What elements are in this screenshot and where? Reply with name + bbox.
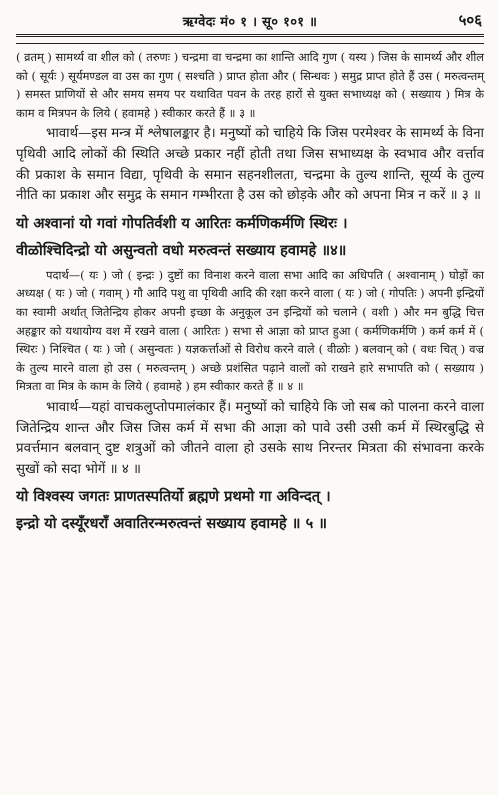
mantra-4-line-2: वीळोश्चिदिन्द्रो यो असुन्वतो वधो मरुत्वन्तं सख्याय हवामहे ॥४॥	[16, 241, 347, 259]
padarth-paragraph-4: पदार्थ—( यः ) जो ( इन्द्रः ) दुष्टों का विनाश करने वाला सभा आदि का अधिपति ( अश्वानाम् ) घोड़ों का अध्यक्ष ( यः ) जो ( गवाम् ) गौ आदि पशु वा पृथिवी आदि की रक्षा करने वाला ( यः ) जो ( गोपतिः ) अपनी इन्द्रियों का स्वामी अर्थात् जितेन्द्रिय होकर अपनी इच्छा के अनुकूल उन इन्द्रियों को चलाने ( वशी ) और मन बुद्धि चित्त अहङ्कार को यथायोग्य वश में रखने वाला ( आरितः ) सभा से आज्ञा को प्राप्त हुआ ( कर्मणिकर्मणि ) कर्म कर्म में ( स्थिरः ) निश्चित ( यः ) जो ( असुन्वतः ) यज्ञकर्त्ताओं से विरोध करने वाले ( वीळोः ) बलवान् को ( वधः चित् ) वज्र के तुल्य मारने वाला हो उस ( मरुत्वन्तम् ) अच्छे प्रशंसित पढ़ाने वालों को राखने हारे सभापति को ( सख्याय ) मित्रता वा मित्र के काम के लिये ( हवामहे ) हम स्वीकार करते हैं ॥ ४ ॥	[16, 267, 484, 394]
page-header	[16, 6, 484, 32]
mantra-4-line-1: यो अश्वानां यो गवां गोपतिर्वशी य आरितः कर्मणिकर्मणि स्थिरः ।	[16, 214, 348, 232]
bhavarth-paragraph-3: भावार्थ—इस मन्त्र में श्लेषालङ्कार है। मनुष्यों को चाहिये कि जिस परमेश्वर के सामर्थ्य के विना पृथिवी आदि लोकों की स्थिति अच्छे प्रकार नहीं होती तथा जिस सभाध्यक्ष के स्वभाव और वर्त्ताव की प्रकाश के समान विद्या, पृथिवी के समान सहनशीलता, चन्द्रमा के तुल्य शान्ति, सूर्य्य के तुल्य नीति का प्रकाश और समुद्र के समान गम्भीरता है उस को छोड़के और को अपना मित्र न करें ॥ ३ ॥	[16, 126, 484, 204]
mantra-5	[16, 483, 484, 537]
header-rule	[16, 34, 484, 44]
bhavarth-paragraph-4: भावार्थ—यहां वाचकलुप्तोपमालंकार हैं। मनुष्यों को चाहिये कि जो सब को पालना करने वाला जितेन्द्रिय शान्त और जिस जिस कर्म में सभा की आज्ञा को पावे उसी उसी कर्म में स्थिरबुद्धि से प्रवर्त्तमान बलवान् दुष्ट शत्रुओं को जीतने वाला हो उसके साथ निरन्तर मित्रता की संभावना करके सुखों को सदा भोगें ॥ ४ ॥	[16, 399, 484, 477]
mantra-4	[16, 210, 484, 264]
running-title: ऋग्वेदः मं० १ । सू० १०१ ॥	[182, 15, 318, 30]
page-number: ५०६	[458, 11, 482, 29]
meaning-paragraph-3: ( व्रतम् ) सामर्थ्य वा शील को ( तरुणः ) चन्द्रमा वा चन्द्रमा का शान्ति आदि गुण ( यस्य ) जिस के सामर्थ्य और शील को ( सूर्यः ) सूर्यमण्डल वा उस का गुण ( सश्चति ) प्राप्त होता और ( सिन्धवः ) समुद्र प्राप्त होते हैं उस ( मरुत्वन्तम् ) समस्त प्राणियों से और समय समय पर यथावित पवन के तरह हारों से युक्त सभाध्यक्ष को ( सख्याय ) मित्र के काम व मित्रपन के लिये ( हवामहे ) स्वीकार करते हैं ॥ ३ ॥	[16, 50, 484, 120]
mantra-5-line-1: यो विश्वस्य जगतः प्राणतस्पतिर्यो ब्रह्मणे प्रथमो गा अविन्दत् ।	[16, 488, 331, 506]
mantra-5-line-2: इन्द्रो यो दस्यूँरधराँ अवातिरन्मरुत्वन्तं सख्याय हवामहे ॥ ५ ॥	[16, 515, 327, 533]
